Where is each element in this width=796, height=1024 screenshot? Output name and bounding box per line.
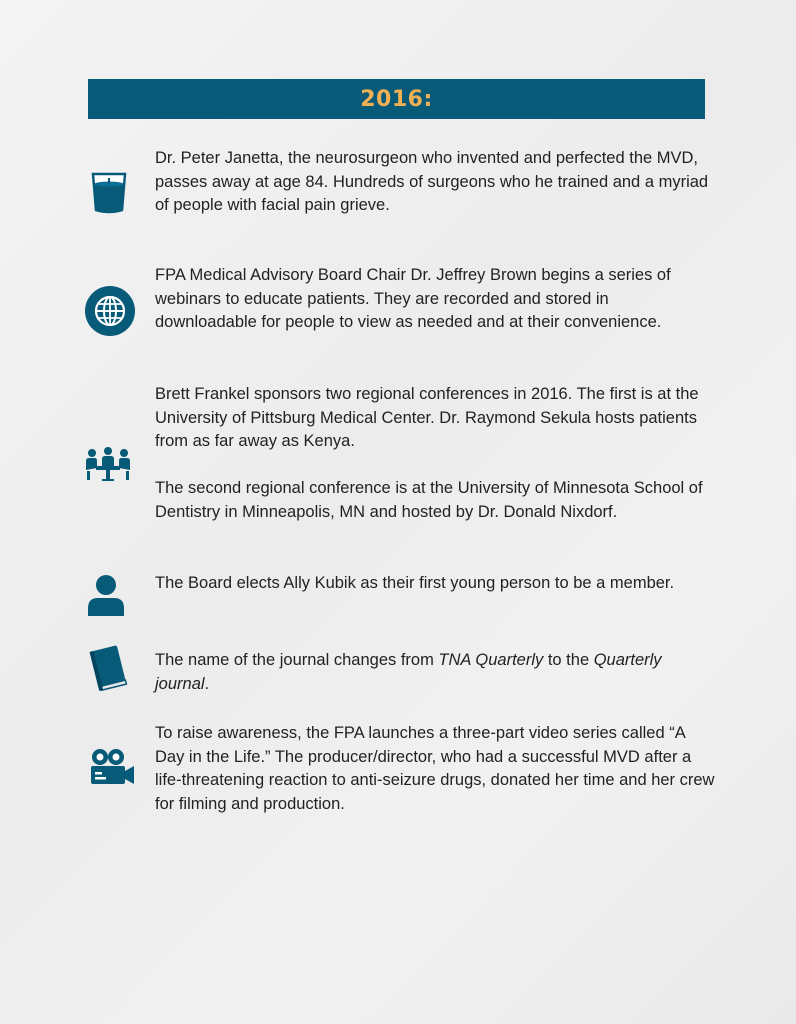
book-icon bbox=[86, 644, 130, 692]
candle-icon bbox=[90, 170, 128, 214]
journal-old-name: TNA Quarterly bbox=[438, 651, 544, 669]
globe-icon bbox=[85, 286, 135, 336]
entry-1 bbox=[155, 147, 715, 218]
year-heading: 2016: bbox=[360, 86, 433, 112]
person-icon bbox=[87, 574, 125, 616]
entry-6 bbox=[155, 722, 715, 816]
entry-3-text-1: Brett Frankel sponsors two regional conferences in 2016. The first is at the University of Pittsburg Medical Center. Dr. Raymond Sekula hosts patients from as far away as Kenya. bbox=[155, 385, 699, 450]
entry-3-text-2: The second regional conference is at the University of Minnesota School of Dentistry in Minneapolis, MN and hosted by Dr. Donald Nixdorf. bbox=[155, 479, 703, 521]
entry-2 bbox=[155, 264, 715, 335]
video-camera-icon bbox=[88, 748, 136, 788]
entry-4 bbox=[155, 572, 715, 596]
entry-5-text: The name of the journal changes from TNA Quarterly to the Quarterly journal. bbox=[155, 651, 662, 693]
entry-4-text: The Board elects Ally Kubik as their first young person to be a member. bbox=[155, 574, 675, 592]
entry-2-text: FPA Medical Advisory Board Chair Dr. Jeffrey Brown begins a series of webinars to educate patients. They are recorded and stored in downloadable for people to view as needed and at their convenience. bbox=[155, 266, 671, 331]
meeting-icon bbox=[84, 446, 132, 482]
year-banner bbox=[88, 79, 705, 119]
journal-new-name: Quarterly journal bbox=[155, 651, 662, 693]
entry-3 bbox=[155, 383, 715, 524]
entry-5 bbox=[155, 649, 715, 696]
entry-6-text: To raise awareness, the FPA launches a three-part video series called “A Day in the Life.” The producer/director, who had a successful MVD after a life-threatening reaction to anti-seizure drugs, donated her time and her crew for filming and production. bbox=[155, 724, 715, 813]
entry-1-text: Dr. Peter Janetta, the neurosurgeon who invented and perfected the MVD, passes away at age 84. Hundreds of surgeons who he trained and a myriad of people with facial pain grieve. bbox=[155, 149, 709, 214]
